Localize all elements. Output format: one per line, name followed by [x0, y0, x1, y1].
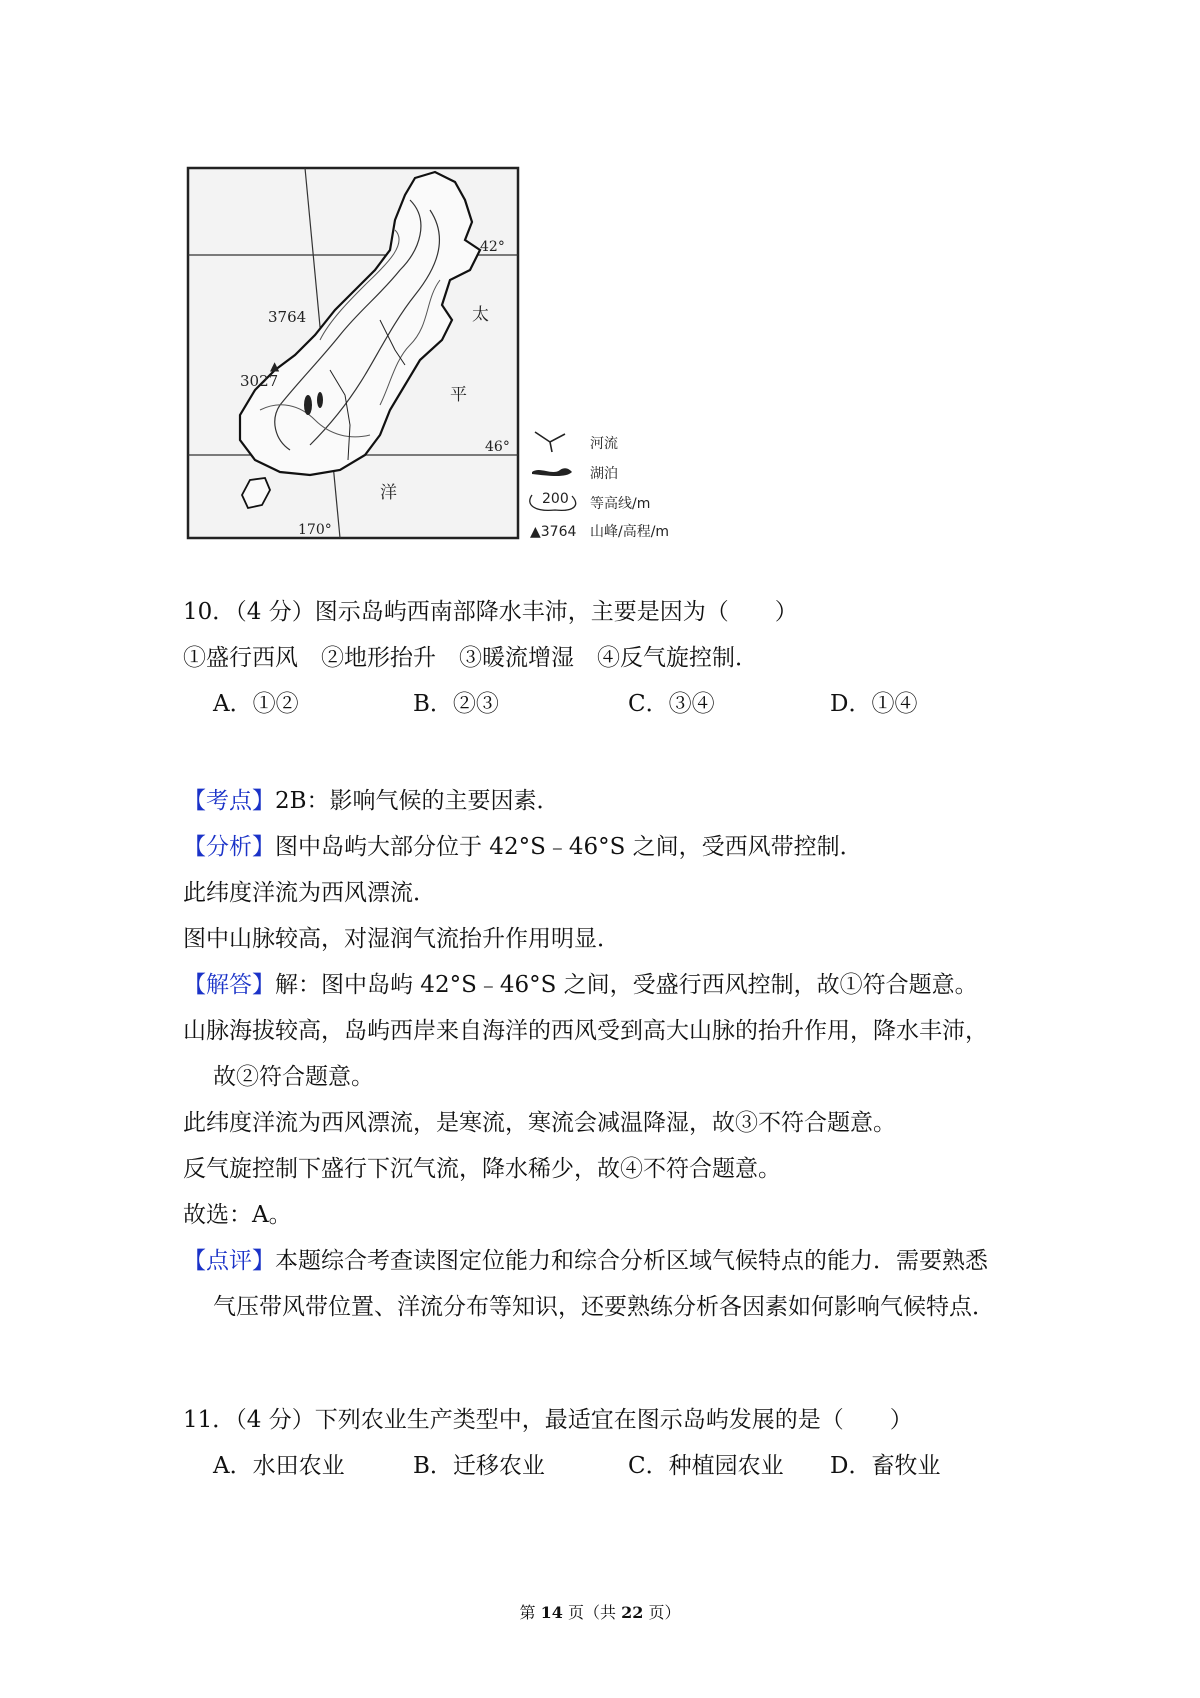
kaodian-tag: 【考点】 [183, 788, 275, 814]
q11-option-c[interactable]: C．种植园农业 [628, 1453, 784, 1479]
footer-total-pages: 22 [621, 1603, 644, 1622]
legend-item-river [535, 432, 618, 452]
lat-label-42: 42° [480, 239, 505, 255]
dianping-tag: 【点评】 [183, 1248, 275, 1274]
peak-marker-1: ▲ [270, 359, 280, 373]
footer-middle: 页（共 [567, 1603, 616, 1622]
kaodian-text: 2B：影响气候的主要因素． [275, 788, 560, 814]
peak-icon: ▲3764 [530, 524, 577, 540]
fenxi-text: 图中岛屿大部分位于 42°S﹣46°S 之间，受西风带控制． [275, 834, 863, 860]
river-icon [535, 432, 565, 452]
q11-stem: 11．（4 分）下列农业生产类型中，最适宜在图示岛屿发展的是（ ） [183, 1407, 913, 1433]
legend-label-river: 河流 [590, 436, 618, 452]
fenxi-tag: 【分析】 [183, 834, 275, 860]
jieda-tag: 【解答】 [183, 972, 275, 998]
footer-page-number: 14 [540, 1603, 563, 1622]
lon-label-170: 170° [298, 522, 332, 538]
jieda-line-5: 反气旋控制下盛行下沉气流，降水稀少，故④不符合题意。 [183, 1156, 781, 1182]
ocean-char-yang: 洋 [380, 483, 397, 503]
jieda-line-4: 此纬度洋流为西风漂流，是寒流，寒流会减温降湿，故③不符合题意。 [183, 1110, 896, 1136]
lat-label-46: 46° [485, 439, 510, 455]
legend-item-peak [530, 523, 669, 540]
peak-label-3764: 3764 [268, 308, 307, 326]
dianping-line [183, 1246, 988, 1276]
legend-item-contour [530, 491, 651, 512]
footer-prefix: 第 [519, 1603, 536, 1622]
island-map-figure [180, 160, 740, 580]
lake-icon [532, 468, 572, 476]
fenxi-line [183, 832, 863, 862]
q10-stem: 10．（4 分）图示岛屿西南部降水丰沛，主要是因为（ ） [183, 599, 798, 625]
jieda-line [183, 970, 978, 1000]
jieda-text: 解：图中岛屿 42°S﹣46°S 之间，受盛行西风控制，故①符合题意。 [275, 972, 978, 998]
peak-label-3027: 3027 [240, 372, 279, 390]
legend-label-contour: 等高线/m [590, 496, 651, 512]
q11-option-d[interactable]: D．畜牧业 [830, 1453, 941, 1479]
contour-icon-value: 200 [542, 491, 569, 507]
legend-label-peak: 山峰/高程/m [590, 524, 670, 540]
page-footer [0, 1600, 1200, 1623]
dianping-text: 本题综合考查读图定位能力和综合分析区域气候特点的能力．需要熟悉 [275, 1248, 988, 1274]
q10-option-a[interactable]: A．①② [213, 691, 299, 717]
ocean-char-tai: 太 [472, 305, 489, 325]
jieda-line-3: 故②符合题意。 [213, 1064, 374, 1090]
q10-option-c[interactable]: C．③④ [628, 691, 715, 717]
q10-option-b[interactable]: B．②③ [413, 691, 499, 717]
q11-option-a[interactable]: A．水田农业 [213, 1453, 345, 1479]
lake-shape [317, 392, 323, 408]
fenxi-line-2: 此纬度洋流为西风漂流． [183, 880, 436, 906]
fenxi-line-3: 图中山脉较高，对湿润气流抬升作用明显． [183, 926, 620, 952]
jieda-line-6: 故选：A。 [183, 1202, 292, 1228]
legend [530, 432, 669, 540]
q10-choices: ①盛行西风 ②地形抬升 ③暖流增湿 ④反气旋控制． [183, 645, 758, 671]
kaodian-line [183, 786, 560, 816]
dianping-line-2: 气压带风带位置、洋流分布等知识，还要熟练分析各因素如何影响气候特点． [213, 1294, 995, 1320]
q11-option-b[interactable]: B．迁移农业 [413, 1453, 545, 1479]
jieda-line-2: 山脉海拔较高，岛屿西岸来自海洋的西风受到高大山脉的抬升作用，降水丰沛， [183, 1018, 988, 1044]
ocean-char-ping: 平 [450, 385, 467, 405]
footer-suffix: 页） [648, 1603, 681, 1622]
legend-label-lake: 湖泊 [590, 466, 618, 482]
lake-shape [304, 395, 312, 415]
q10-option-d[interactable]: D．①④ [830, 691, 918, 717]
legend-item-lake [532, 466, 618, 482]
